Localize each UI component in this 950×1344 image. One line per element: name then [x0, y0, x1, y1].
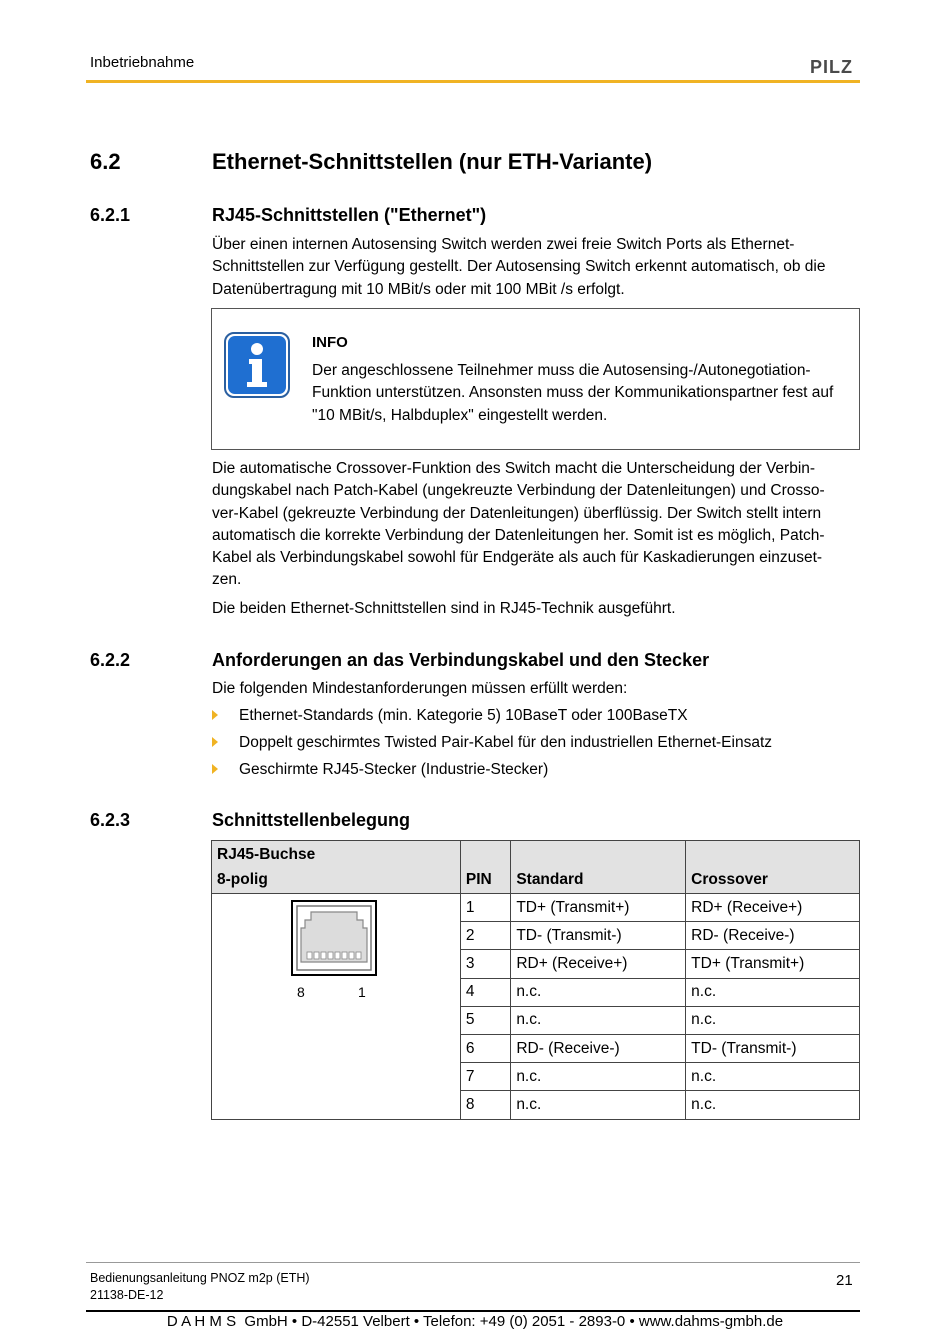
info-line: Funktion unterstützen. Ansonsten muss der Kommunikationspartner fest auf: [312, 384, 834, 402]
info-box: [211, 308, 860, 450]
paragraph-line: ver-Kabel (gekreuzte Verbindung der Datenleitungen) überflüssig. Der Switch stellt intern: [212, 504, 822, 522]
cell-pin: 8: [460, 1091, 510, 1119]
paragraph-line: automatisch die korrekte Verbindung der Datenleitungen her. Somit ist es möglich, Patch-: [212, 526, 825, 544]
paragraph-line: zen.: [212, 571, 242, 589]
subsection-number: 6.2.3: [90, 810, 131, 830]
intro-paragraph: [212, 234, 862, 301]
cell-crossover: RD- (Receive-): [686, 922, 860, 950]
header-socket-line2: 8-polig: [217, 871, 268, 888]
cell-standard: TD- (Transmit-): [511, 922, 686, 950]
subsection-title: Anforderungen an das Verbindungskabel und den Stecker: [212, 650, 710, 670]
cell-standard: RD- (Receive-): [511, 1034, 686, 1062]
page-number: 21: [836, 1272, 853, 1289]
subsection-number: 6.2.1: [90, 205, 131, 225]
list-item: [212, 732, 862, 759]
paragraph-line: Kabel als Verbindungskabel sowohl für Endgeräte als auch für Kaskadierungen einzuset-: [212, 549, 823, 567]
paragraph-line: Über einen internen Autosensing Switch werden zwei freie Switch Ports als Ethernet-: [212, 236, 795, 253]
footer-company: D A H M S GmbH • D-42551 Velbert • Telefon: +49 (0) 2051 - 2893-0 • www.dahms-gmbh.de: [166, 1313, 784, 1330]
table-header-row: [212, 841, 860, 894]
header-pin: PIN: [460, 841, 510, 894]
cell-pin: 7: [460, 1063, 510, 1091]
header-rule: [86, 80, 860, 83]
subsection-title: Schnittstellenbelegung: [212, 810, 411, 830]
list-item: [212, 759, 862, 786]
section-number: 6.2: [90, 149, 121, 174]
cell-pin: 3: [460, 950, 510, 978]
header-standard: Standard: [511, 841, 686, 894]
rj45-socket-cell: [212, 894, 461, 1120]
rj45-paragraph: Die beiden Ethernet-Schnittstellen sind in RJ45-Technik ausgeführt.: [212, 600, 676, 617]
info-text: [312, 360, 857, 427]
cell-crossover: RD+ (Receive+): [686, 894, 860, 922]
cell-crossover: n.c.: [686, 1091, 860, 1119]
cell-pin: 6: [460, 1034, 510, 1062]
paragraph-line: dungskabel nach Patch-Kabel (ungekreuzte Verbindung der Datenleitungen) und Crosso-: [212, 482, 825, 500]
bullet-arrow-icon: [212, 710, 218, 720]
cell-standard: n.c.: [511, 1006, 686, 1034]
info-line: Der angeschlossene Teilnehmer muss die Autosensing-/Autonegotiation-: [312, 362, 811, 379]
info-icon: [224, 332, 290, 398]
cell-pin: 4: [460, 978, 510, 1006]
paragraph-line: Schnittstellen zur Verfügung gestellt. Der Autosensing Switch erkennt automatisch, ob die: [212, 258, 826, 276]
section-title: Ethernet-Schnittstellen (nur ETH-Variante): [212, 149, 653, 174]
footer-doc-info: [90, 1270, 310, 1304]
svg-text:PILZ: PILZ: [810, 58, 853, 76]
footer-rule: [86, 1262, 860, 1263]
list-item-text: Geschirmte RJ45-Stecker (Industrie-Stecker): [239, 761, 549, 778]
running-header: Inbetriebnahme: [90, 54, 195, 71]
footer-company-rule: [86, 1310, 860, 1312]
cell-standard: n.c.: [511, 1091, 686, 1119]
paragraph-line: Die automatische Crossover-Funktion des Switch macht die Unterscheidung der Verbin-: [212, 460, 816, 477]
cell-crossover: n.c.: [686, 978, 860, 1006]
cell-crossover: TD+ (Transmit+): [686, 950, 860, 978]
bullet-arrow-icon: [212, 737, 218, 747]
pilz-logo: [810, 58, 860, 81]
list-item-text: Ethernet-Standards (min. Kategorie 5) 10BaseT oder 100BaseTX: [239, 707, 688, 724]
cell-standard: n.c.: [511, 1063, 686, 1091]
requirements-list: [212, 705, 862, 786]
cell-pin: 1: [460, 894, 510, 922]
cell-standard: n.c.: [511, 978, 686, 1006]
cell-pin: 5: [460, 1006, 510, 1034]
rj45-jack-icon: [291, 900, 377, 985]
requirements-intro: Die folgenden Mindestanforderungen müssen erfüllt werden:: [212, 680, 628, 697]
bullet-arrow-icon: [212, 764, 218, 774]
cell-crossover: n.c.: [686, 1006, 860, 1034]
cell-pin: 2: [460, 922, 510, 950]
pin-label-8: 8: [297, 984, 305, 1000]
cell-standard: TD+ (Transmit+): [511, 894, 686, 922]
footer-doc-title: Bedienungsanleitung PNOZ m2p (ETH): [90, 1271, 310, 1285]
header-crossover: Crossover: [686, 841, 860, 894]
subsection-title: RJ45-Schnittstellen ("Ethernet"): [212, 205, 487, 225]
table-row: [212, 894, 860, 922]
list-item: [212, 705, 862, 732]
info-line: "10 MBit/s, Halbduplex" eingestellt werden.: [312, 406, 608, 424]
header-socket: [212, 841, 461, 894]
crossover-paragraph: [212, 458, 862, 592]
list-item-text: Doppelt geschirmtes Twisted Pair-Kabel für den industriellen Ethernet-Einsatz: [239, 734, 773, 751]
cell-crossover: TD- (Transmit-): [686, 1034, 860, 1062]
cell-crossover: n.c.: [686, 1063, 860, 1091]
footer-doc-number: 21138-DE-12: [90, 1288, 164, 1302]
info-title: INFO: [312, 334, 348, 351]
header-socket-line1: RJ45-Buchse: [217, 846, 316, 863]
subsection-number: 6.2.2: [90, 650, 131, 670]
pin-assignment-table: [211, 840, 860, 1120]
cell-standard: RD+ (Receive+): [511, 950, 686, 978]
pin-label-1: 1: [358, 984, 366, 1000]
paragraph-line: Datenübertragung mit 10 MBit/s oder mit 100 MBit /s erfolgt.: [212, 280, 625, 298]
